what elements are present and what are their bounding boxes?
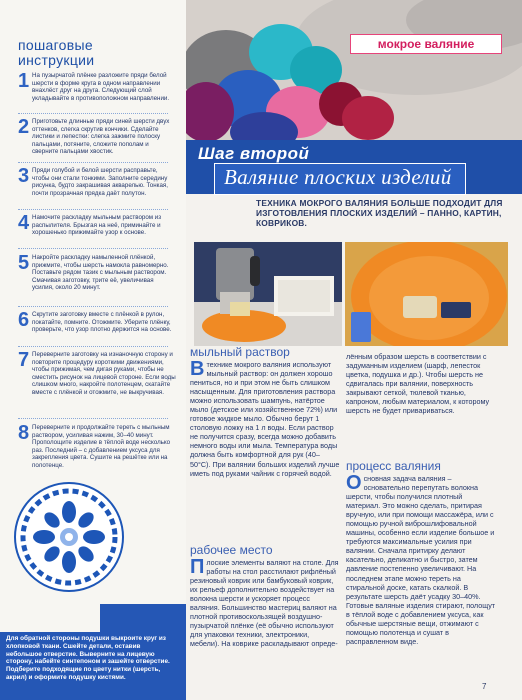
section-title-process: процесс валяния xyxy=(346,459,441,473)
step-3: 3 Пряди голубой и белой шерсти расправьте, чтобы они стали тонкими. Заполните середину рисунка, будто закрашивая акварелью. Тонкая, почти прозрачная прядка даёт полутон. xyxy=(18,165,168,197)
blue-flower-pattern-icon xyxy=(16,484,122,590)
step-6: 6 Скрутите заготовку вместе с плёнкой в рулон, покатайте, помните. Отожмите. Уберите плёнку, проверьте, что узор плотно держится на основе. xyxy=(18,309,172,334)
soap-basin-photo xyxy=(345,242,508,346)
section-tag: мокрое валяние xyxy=(350,34,502,54)
soap-dish-image xyxy=(345,242,508,346)
instructions-title: пошаговые инструкции xyxy=(18,37,95,68)
divider xyxy=(18,209,168,210)
divider xyxy=(18,346,168,347)
soap-paragraph: Втехнике мокрого валяния используют мыльный раствор: он должен хорошо пениться, но и при этом не быть слишком насыщенным. Для приготовления раствора можно использовать шампунь, натёртое мыло (детское или хозяйственное 72%) или готовое жидкое мыло. Обычно берут 1 столовую ложку на 1 л воды. Если раствор не получится сразу, всегда можно добавить немного воды или мыла. Температура воды должна быть комфортной для рук (40–50°С). При валянии больших изделий лучше иметь под руками чайник с горячей водой. xyxy=(190,358,340,478)
step-5: 5 Накройте раскладку намыленной плёнкой, прижмите, чтобы шерсть намокла равномерно. Поставьте рядом тазик с мыльным раствором. Смачивая заготовку, трите её, увеличивая усилия, около 20 минут. xyxy=(18,252,169,292)
step-7: 7 Переверните заготовку на изнаночную сторону и повторите процедуру короткими движениями, чтобы прижимая, чем дигая руками, чтобы не сместить рисунок на лицевой стороне. Если воды слишком много, накройте полотенцем, скатайте вместе с плёнкой и отожмите, не выкручивая. xyxy=(18,349,176,396)
felted-cushion-image xyxy=(14,482,124,592)
step-2: 2 Приготовьте длинные пряди синей шерсти двух оттенков, слегка скрутив кончики. Сделайте листики и лепестки: слегка зажмите полоску пальцами, потяните, сложите пополам и сверните пальцами хвостик. xyxy=(18,116,170,156)
divider xyxy=(18,113,168,114)
page-number: 7 xyxy=(482,682,487,691)
note-band-corner xyxy=(100,604,186,634)
step-4: 4 Намочите раскладку мыльным раствором из распылителя. Брызгая на неё, приминайте и хорошенько прижимайте узор к основе. xyxy=(18,212,162,237)
workplace-paragraph: Плоские элементы валяют на столе. Для работы на стол расстилают рифлёный резиновый коврик или бамбуковый коврик, их рельеф дополнительно воздействует на волокна шерсти и ускоряет процесс валяния. Большинство мастериц валяют на плотной противоскользящей воздушно-пузырчатой плёнке (её обычно используют для упаковки техники, электроники, мебели). На коврике раскладывают опреде- xyxy=(190,556,339,649)
section-title-workplace: рабочее место xyxy=(190,543,273,557)
divider xyxy=(18,162,168,163)
lead-paragraph: ТЕХНИКА МОКРОГО ВАЛЯНИЯ БОЛЬШЕ ПОДХОДИТ ДЛЯ ИЗГОТОВЛЕНИЯ ПЛОСКИХ ИЗДЕЛИЙ – ПАННО, КАРТИН, КОВРИКОВ. xyxy=(256,198,503,229)
instructions-column xyxy=(0,0,186,700)
step-heading: Шаг второй xyxy=(198,144,310,163)
wool-skeins-photo xyxy=(186,0,522,148)
step-8: 8 Переверните и продолжайте тереть с мыльным раствором, усиливая нажим, 30–40 минут. Прополощите изделие в тёплой воде несколько раз. Последний – с добавлением уксуса для закрепления цвета. Сушите на решётке или на полотенце. xyxy=(18,422,171,469)
process-paragraph: Основная задача валяния – основательно перепутать волокна шерсти, чтобы получился плотный материал. Это можно сделать, притирая вручную, или при помощи массажёра, или с помощью ручной виброшлифовальной машины, особенно если изделие большое и требуются максимальные усилия при валянии. Сначала притирку делают касательно, деликатно и быстро, затем давление постепенно увеличивают. На последнем этапе можно тереть на стиральной доске, катать скалкой. В результате шерсть даёт усадку 30–40%. Готовые валяные изделия стирают, полощут в тёплой воде с добавлением уксуса, как обычные шерстяные вещи, отжимают с помощью полотенца и сушат в расправленном виде. xyxy=(346,472,496,646)
tools-photo xyxy=(194,242,342,346)
section-title-soap: мыльный раствор xyxy=(190,345,290,359)
continued-paragraph: лённым образом шерсть в соответствии с задуманным изделием (шарф, лепесток цветка, подушка и др.). Чтобы шерсть не сдвигалась при валянии, поверхность закрывают сеткой, тюлевой тканью, капроном, любым материалом, к которому шерсть не будет привариваться. xyxy=(346,352,490,416)
divider xyxy=(18,418,168,419)
divider xyxy=(18,248,168,249)
step-1: 1 На пузырчатой плёнке разложите пряди белой шерсти в форме круга в одном направлении внахлёст друг на друга. Следующий слой укладывайте в противоположном направлении. xyxy=(18,70,170,102)
kettle-and-tools-image xyxy=(194,242,342,346)
wool-skeins-image xyxy=(186,0,522,148)
cushion-note: Для обратной стороны подушки выкроите круг из хлопковой ткани. Сшейте детали, оставив небольшое отверстие. Выверните на лицевую сторону, набейте синтепоном и зашейте отверстие. Подберите подходящие по цвету нитки (шерсть, акрил) и оформите подушку кистями. xyxy=(0,632,186,700)
divider xyxy=(18,306,168,307)
article-title: Валяние плоских изделий xyxy=(224,165,452,189)
